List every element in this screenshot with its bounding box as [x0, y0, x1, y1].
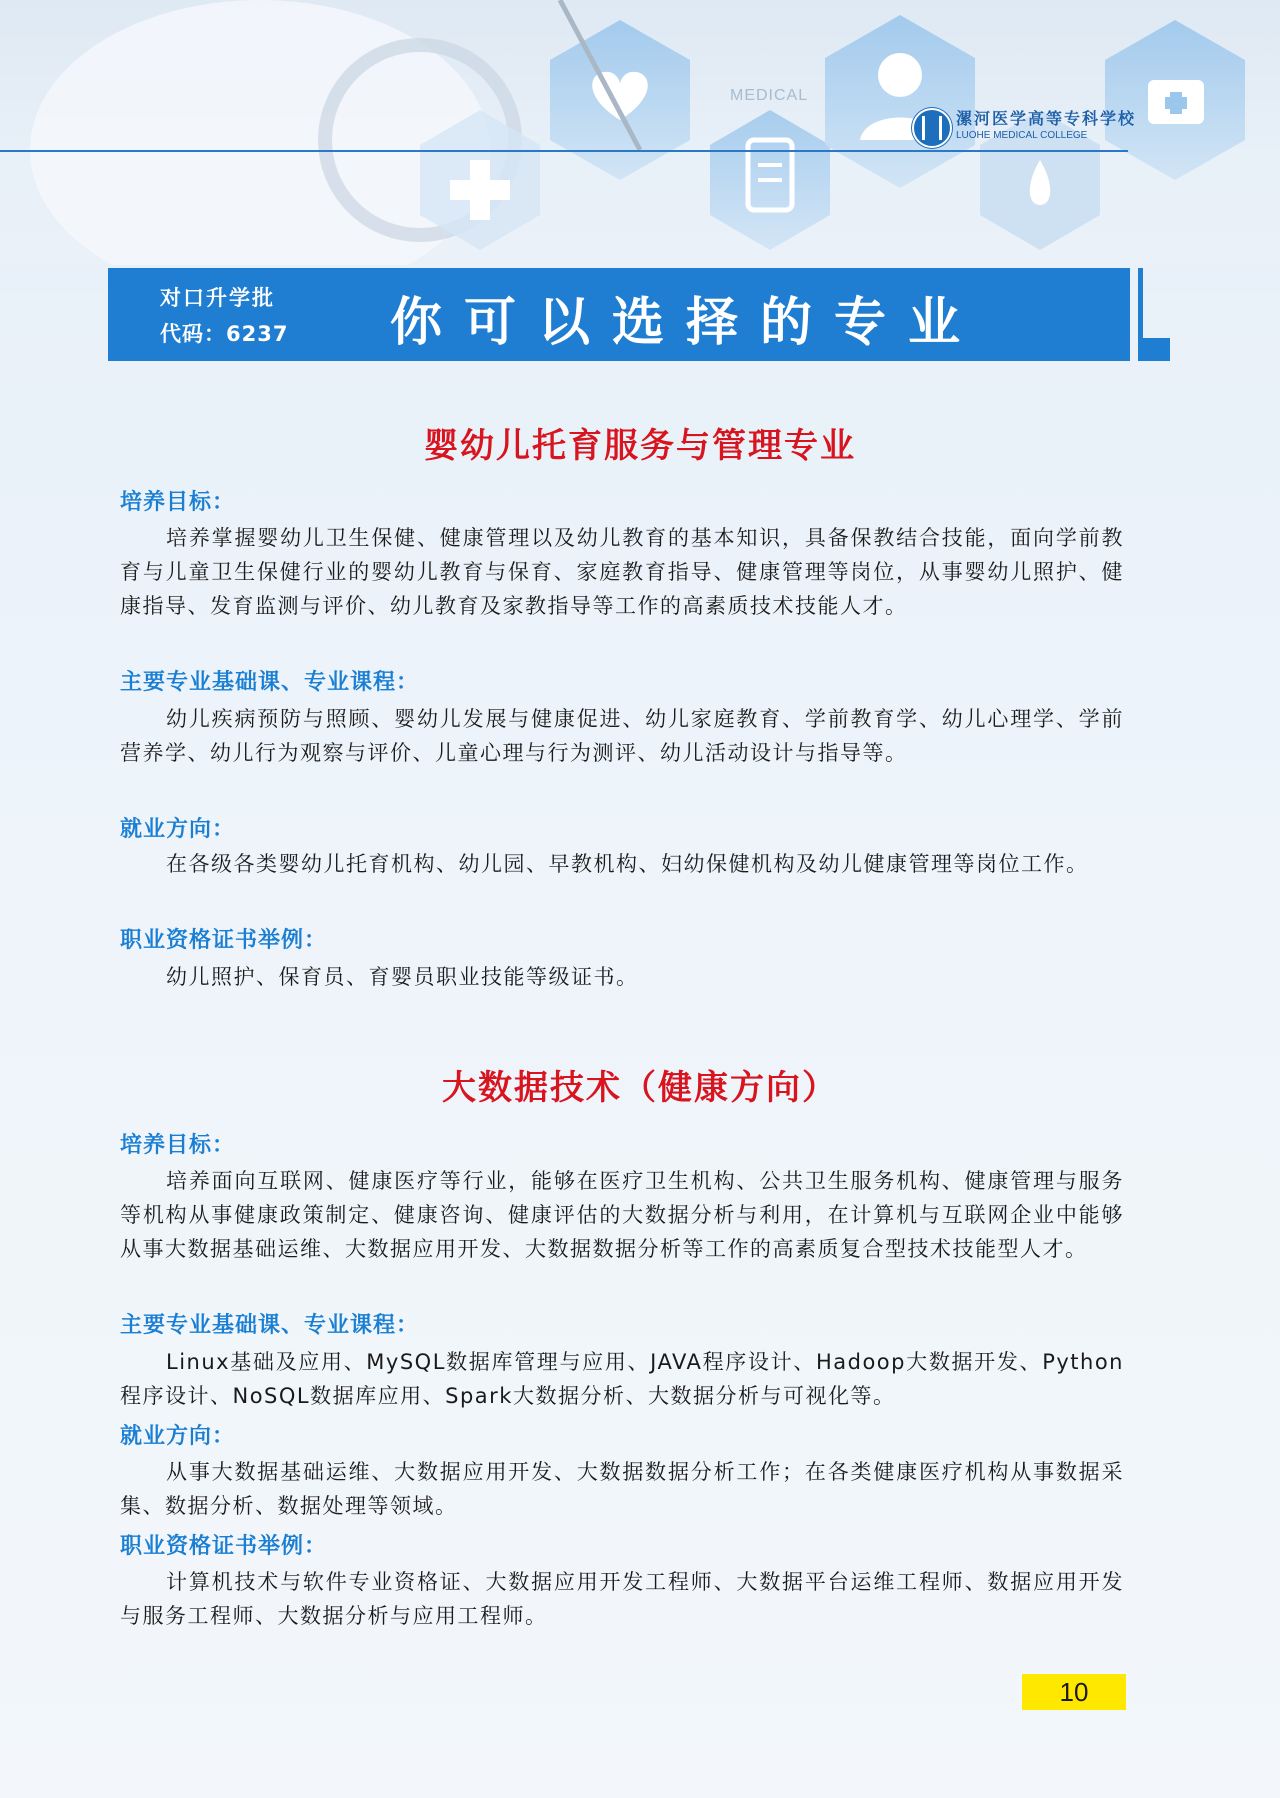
banner-title: 你可以选择的专业	[390, 293, 983, 353]
college-name-cn: 漯河医学高等专科学校	[956, 109, 1137, 128]
section-title: 婴幼儿托育服务与管理专业	[424, 426, 856, 466]
banner-decoration	[1138, 268, 1170, 361]
goal-text: 培养面向互联网、健康医疗等行业，能够在医疗卫生机构、公共卫生服务机构、健康管理与服务等机构从事健康政策制定、健康咨询、健康评估的大数据分析与利用，在计算机与互联网企业中能够从事大数据基础运维、大数据应用开发、大数据数据分析等工作的高素质复合型技术技能型人才。	[120, 1169, 1124, 1261]
header-divider-line	[0, 150, 1128, 152]
medical-text: MEDICAL	[730, 87, 809, 104]
header-hero-image	[0, 0, 1280, 265]
college-emblem-icon	[912, 108, 952, 148]
career-label: 就业方向：	[120, 1424, 236, 1449]
page-number: 10	[1022, 1674, 1126, 1710]
goal-label: 培养目标：	[120, 490, 236, 515]
courses-label: 主要专业基础课、专业课程：	[120, 1313, 420, 1338]
goal-text: 培养掌握婴幼儿卫生保健、健康管理以及幼儿教育的基本知识，具备保教结合技能，面向学前教育与儿童卫生保健行业的婴幼儿教育与保育、家庭教育指导、健康管理等岗位，从事婴幼儿照护、健康指导、发育监测与评价、幼儿教育及家教指导等工作的高素质技术技能人才。	[120, 526, 1124, 618]
career-text: 在各级各类婴幼儿托育机构、幼儿园、早教机构、妇幼保健机构及幼儿健康管理等岗位工作。	[166, 852, 1089, 876]
college-logo	[912, 106, 1137, 150]
cert-text: 幼儿照护、保育员、育婴员职业技能等级证书。	[166, 965, 639, 989]
section-title: 大数据技术（健康方向）	[442, 1068, 838, 1108]
doctor-hexagon	[825, 15, 975, 188]
batch-code: 代码：6237	[160, 322, 289, 346]
goal-label: 培养目标：	[120, 1133, 236, 1158]
courses-text: Linux基础及应用、MySQL数据库管理与应用、JAVA程序设计、Hadoop大数据开发、Python程序设计、NoSQL数据库应用、Spark大数据分析、大数据分析与可视化等。	[120, 1350, 1124, 1408]
cert-label: 职业资格证书举例：	[120, 928, 328, 953]
cert-label: 职业资格证书举例：	[120, 1534, 328, 1559]
courses-text: 幼儿疾病预防与照顾、婴幼儿发展与健康促进、幼儿家庭教育、学前教育学、幼儿心理学、学前营养学、幼儿行为观察与评价、儿童心理与行为测评、幼儿活动设计与指导等。	[120, 707, 1124, 765]
courses-label: 主要专业基础课、专业课程：	[120, 670, 420, 695]
cert-text: 计算机技术与软件专业资格证、大数据应用开发工程师、大数据平台运维工程师、数据应用开发与服务工程师、大数据分析与应用工程师。	[120, 1570, 1124, 1628]
career-label: 就业方向：	[120, 817, 236, 842]
title-banner	[108, 268, 1130, 361]
college-name-en: LUOHE MEDICAL COLLEGE	[956, 130, 1088, 141]
career-text: 从事大数据基础运维、大数据应用开发、大数据数据分析工作；在各类健康医疗机构从事数据采集、数据分析、数据处理等领域。	[120, 1460, 1124, 1518]
batch-label: 对口升学批	[160, 286, 275, 310]
